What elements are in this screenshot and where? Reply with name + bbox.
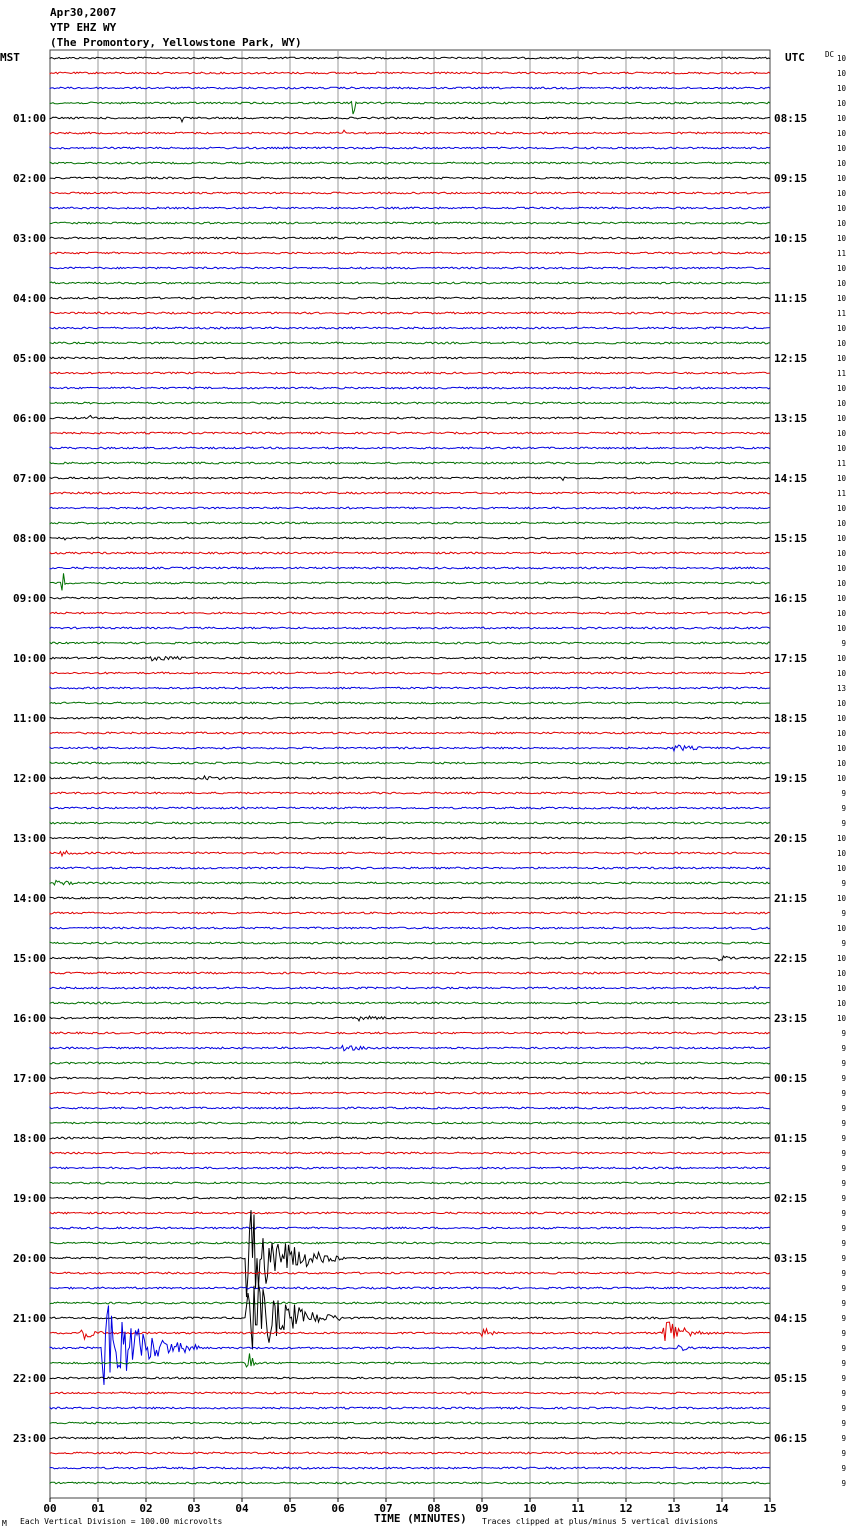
left-hour-label: 21:00 <box>13 1312 47 1325</box>
x-tick-label: 07 <box>379 1502 393 1515</box>
x-tick-label: 09 <box>475 1502 489 1515</box>
seismic-trace <box>50 252 770 254</box>
seismic-trace <box>50 130 770 134</box>
seismic-trace <box>50 327 770 329</box>
dc-offset-value: 9 <box>841 1389 846 1398</box>
seismic-trace <box>50 807 770 809</box>
dc-offset-value: 9 <box>841 639 846 648</box>
dc-offset-value: 10 <box>836 69 846 78</box>
seismic-trace <box>50 1077 770 1079</box>
seismic-trace <box>50 702 770 704</box>
station-location: (The Promontory, Yellowstone Park, WY) <box>50 36 302 49</box>
dc-offset-value: 10 <box>836 54 846 63</box>
right-hour-label: 10:15 <box>774 232 808 245</box>
seismic-trace <box>50 1407 770 1409</box>
dc-offset-value: 9 <box>841 1149 846 1158</box>
seismic-trace <box>50 1306 770 1385</box>
right-hour-label: 23:15 <box>774 1012 808 1025</box>
dc-offset-value: 10 <box>836 714 846 723</box>
dc-offset-value: 10 <box>836 339 846 348</box>
dc-offset-value: 10 <box>836 969 846 978</box>
dc-offset-value: 11 <box>836 309 846 318</box>
seismic-trace <box>50 597 770 599</box>
dc-offset-value: 10 <box>836 624 846 633</box>
seismic-trace <box>50 1152 770 1154</box>
dc-offset-value: 9 <box>841 1239 846 1248</box>
dc-label: DC <box>825 50 835 59</box>
dc-offset-value: 10 <box>836 174 846 183</box>
dc-offset-value: 13 <box>836 684 846 693</box>
seismic-trace <box>50 1016 770 1021</box>
dc-offset-value: 9 <box>841 1329 846 1338</box>
left-hour-label: 08:00 <box>13 532 47 545</box>
x-tick-label: 02 <box>139 1502 153 1515</box>
seismic-trace <box>50 1242 770 1244</box>
seismic-trace <box>50 87 770 89</box>
dc-offset-value: 10 <box>836 354 846 363</box>
x-tick-label: 01 <box>91 1502 105 1515</box>
dc-offset-value: 10 <box>836 924 846 933</box>
seismic-trace <box>50 1452 770 1454</box>
right-hour-label: 06:15 <box>774 1432 808 1445</box>
seismic-trace <box>50 897 770 899</box>
x-tick-label: 13 <box>667 1502 681 1515</box>
left-hour-label: 18:00 <box>13 1132 47 1145</box>
left-hour-label: 06:00 <box>13 412 47 425</box>
seismic-trace <box>50 657 770 661</box>
seismic-trace <box>50 416 770 419</box>
left-hour-label: 14:00 <box>13 892 47 905</box>
seismic-trace <box>50 1122 770 1124</box>
seismic-trace <box>50 1422 770 1424</box>
seismic-trace <box>50 837 770 839</box>
x-tick-label: 15 <box>763 1502 777 1515</box>
x-tick-label: 08 <box>427 1502 441 1515</box>
left-hour-label: 12:00 <box>13 772 47 785</box>
dc-offset-value: 10 <box>836 849 846 858</box>
seismic-trace <box>50 477 770 480</box>
x-tick-label: 11 <box>571 1502 585 1515</box>
seismic-trace <box>50 1284 770 1350</box>
left-hour-label: 17:00 <box>13 1072 47 1085</box>
corner-mark: M <box>2 1519 7 1528</box>
dc-offset-value: 9 <box>841 789 846 798</box>
dc-offset-value: 10 <box>836 669 846 678</box>
seismic-trace <box>50 1322 770 1341</box>
seismic-trace <box>50 573 770 590</box>
seismic-trace <box>50 986 770 989</box>
dc-offset-value: 9 <box>841 1479 846 1488</box>
right-hour-label: 05:15 <box>774 1372 808 1385</box>
seismic-trace <box>50 1392 770 1394</box>
seismic-trace <box>50 627 770 629</box>
seismic-trace <box>50 402 770 404</box>
dc-offset-value: 9 <box>841 1314 846 1323</box>
seismic-trace <box>50 552 770 554</box>
dc-offset-value: 10 <box>836 729 846 738</box>
clip-note: Traces clipped at plus/minus 5 vertical divisions <box>482 1517 719 1526</box>
dc-offset-value: 9 <box>841 1089 846 1098</box>
seismic-trace <box>50 162 770 164</box>
right-hour-label: 13:15 <box>774 412 808 425</box>
left-timezone-label: MST <box>0 51 20 64</box>
right-hour-label: 11:15 <box>774 292 808 305</box>
right-hour-label: 18:15 <box>774 712 808 725</box>
seismic-trace <box>50 1002 770 1004</box>
seismic-trace <box>50 312 770 314</box>
dc-offset-value: 10 <box>836 654 846 663</box>
seismic-trace <box>50 1032 770 1034</box>
dc-offset-value: 9 <box>841 1419 846 1428</box>
left-hour-label: 09:00 <box>13 592 47 605</box>
dc-offset-value: 9 <box>841 804 846 813</box>
seismic-trace <box>50 192 770 194</box>
seismic-trace <box>50 387 770 389</box>
x-tick-label: 00 <box>43 1502 57 1515</box>
seismic-trace <box>50 717 770 719</box>
seismic-trace <box>50 267 770 269</box>
seismic-trace <box>50 522 770 524</box>
seismic-trace <box>50 207 770 209</box>
seismic-trace <box>50 912 770 914</box>
seismic-trace <box>50 567 770 569</box>
dc-offset-value: 9 <box>841 1359 846 1368</box>
dc-offset-value: 10 <box>836 234 846 243</box>
x-tick-label: 10 <box>523 1502 537 1515</box>
right-hour-label: 16:15 <box>774 592 808 605</box>
seismic-trace <box>50 537 770 540</box>
seismic-trace <box>50 1197 770 1199</box>
seismic-trace <box>50 357 770 359</box>
dc-offset-value: 10 <box>836 834 846 843</box>
seismic-trace <box>50 1377 770 1379</box>
seismic-trace <box>50 432 770 434</box>
dc-offset-value: 9 <box>841 1044 846 1053</box>
dc-offset-value: 10 <box>836 534 846 543</box>
dc-offset-value: 10 <box>836 699 846 708</box>
dc-offset-value: 11 <box>836 489 846 498</box>
seismic-trace <box>50 222 770 224</box>
dc-offset-value: 9 <box>841 939 846 948</box>
seismic-trace <box>50 745 770 751</box>
dc-offset-value: 10 <box>836 1014 846 1023</box>
seismic-trace <box>50 1182 770 1184</box>
x-tick-label: 03 <box>187 1502 201 1515</box>
dc-offset-value: 11 <box>836 369 846 378</box>
dc-offset-value: 10 <box>836 384 846 393</box>
right-hour-label: 14:15 <box>774 472 808 485</box>
dc-offset-value: 9 <box>841 819 846 828</box>
dc-offset-value: 10 <box>836 564 846 573</box>
seismic-trace <box>50 867 770 869</box>
dc-offset-value: 9 <box>841 1059 846 1068</box>
dc-offset-value: 10 <box>836 129 846 138</box>
trace-group <box>50 57 770 1484</box>
seismic-trace <box>50 1062 770 1064</box>
dc-offset-value: 10 <box>836 399 846 408</box>
dc-offset-value: 10 <box>836 474 846 483</box>
seismic-trace <box>50 1227 770 1229</box>
seismic-trace <box>50 972 770 974</box>
dc-offset-value: 9 <box>841 1449 846 1458</box>
dc-offset-value: 9 <box>841 1209 846 1218</box>
left-hour-label: 01:00 <box>13 112 47 125</box>
seismic-trace <box>50 237 770 239</box>
dc-offset-value: 11 <box>836 249 846 258</box>
seismic-trace <box>50 776 770 780</box>
dc-offset-value: 9 <box>841 1299 846 1308</box>
seismic-trace <box>50 147 770 149</box>
seismic-trace <box>50 927 770 930</box>
dc-offset-value: 10 <box>836 744 846 753</box>
dc-offset-value: 9 <box>841 909 846 918</box>
right-hour-label: 19:15 <box>774 772 808 785</box>
dc-offset-value: 10 <box>836 894 846 903</box>
seismic-trace <box>50 942 770 944</box>
seismic-trace <box>50 612 770 614</box>
dc-offset-value: 10 <box>836 279 846 288</box>
seismic-trace <box>50 282 770 284</box>
seismic-trace <box>50 177 770 179</box>
dc-offset-value: 10 <box>836 429 846 438</box>
dc-offset-value: 10 <box>836 294 846 303</box>
left-hour-label: 16:00 <box>13 1012 47 1025</box>
dc-offset-value: 10 <box>836 954 846 963</box>
seismic-trace <box>50 507 770 509</box>
seismic-trace <box>50 956 770 961</box>
dc-offset-value: 9 <box>841 1434 846 1443</box>
seismic-trace <box>50 57 770 59</box>
x-tick-label: 06 <box>331 1502 345 1515</box>
right-hour-label: 20:15 <box>774 832 808 845</box>
seismic-trace <box>50 1212 770 1214</box>
right-hour-label: 21:15 <box>774 892 808 905</box>
seismic-trace <box>50 1046 770 1051</box>
left-hour-label: 07:00 <box>13 472 47 485</box>
x-axis-title: TIME (MINUTES) <box>374 1512 467 1525</box>
seismic-trace <box>50 1107 770 1109</box>
dc-offset-value: 9 <box>841 1374 846 1383</box>
seismic-trace <box>50 792 770 794</box>
x-tick-label: 14 <box>715 1502 729 1515</box>
dc-offset-value: 10 <box>836 519 846 528</box>
right-hour-label: 15:15 <box>774 532 808 545</box>
right-hour-label: 17:15 <box>774 652 808 665</box>
dc-offset-value: 10 <box>836 99 846 108</box>
seismic-trace <box>50 372 770 374</box>
seismic-trace <box>50 102 770 115</box>
left-hour-label: 13:00 <box>13 832 47 845</box>
right-hour-labels <box>774 112 807 1445</box>
dc-offset-value: 10 <box>836 579 846 588</box>
dc-offset-value: 9 <box>841 1179 846 1188</box>
dc-offset-value: 9 <box>841 1119 846 1128</box>
right-hour-label: 08:15 <box>774 112 808 125</box>
left-hour-label: 22:00 <box>13 1372 47 1385</box>
dc-offset-value: 9 <box>841 1074 846 1083</box>
right-hour-label: 03:15 <box>774 1252 808 1265</box>
dc-offset-value: 10 <box>836 999 846 1008</box>
dc-offset-value: 10 <box>836 144 846 153</box>
dc-offset-value: 10 <box>836 414 846 423</box>
seismic-trace <box>50 1210 770 1297</box>
left-hour-label: 03:00 <box>13 232 47 245</box>
dc-offset-value: 9 <box>841 1029 846 1038</box>
right-hour-label: 02:15 <box>774 1192 808 1205</box>
dc-offset-value: 9 <box>841 1254 846 1263</box>
seismic-trace <box>50 117 770 122</box>
seismic-trace <box>50 880 770 885</box>
left-hour-label: 02:00 <box>13 172 47 185</box>
left-hour-label: 04:00 <box>13 292 47 305</box>
x-tick-label: 04 <box>235 1502 249 1515</box>
left-hour-label: 05:00 <box>13 352 47 365</box>
dc-offset-value: 9 <box>841 1284 846 1293</box>
seismic-trace <box>50 672 770 674</box>
seismic-trace <box>50 1437 770 1439</box>
dc-offset-value: 9 <box>841 1194 846 1203</box>
seismic-trace <box>50 851 770 856</box>
left-hour-label: 10:00 <box>13 652 47 665</box>
dc-offset-value: 10 <box>836 504 846 513</box>
right-hour-label: 00:15 <box>774 1072 808 1085</box>
seismic-trace <box>50 342 770 344</box>
x-tick-label: 05 <box>283 1502 297 1515</box>
dc-offset-value: 10 <box>836 759 846 768</box>
dc-offset-value: 10 <box>836 864 846 873</box>
dc-offset-value: 9 <box>841 879 846 888</box>
scale-note: Each Vertical Division = 100.00 microvolts <box>20 1517 223 1526</box>
dc-offset-value: 10 <box>836 444 846 453</box>
left-hour-labels <box>13 112 46 1445</box>
seismic-trace <box>50 492 770 494</box>
chart-date: Apr30,2007 <box>50 6 117 19</box>
seismic-trace <box>50 297 770 299</box>
seismic-trace <box>50 732 770 734</box>
seismic-trace <box>50 1302 770 1304</box>
seismic-trace <box>50 1092 770 1094</box>
right-hour-label: 01:15 <box>774 1132 808 1145</box>
seismic-trace <box>50 1287 770 1289</box>
dc-offset-value: 9 <box>841 1164 846 1173</box>
dc-offset-value: 9 <box>841 1344 846 1353</box>
seismic-trace <box>50 72 770 74</box>
dc-offset-value: 10 <box>836 549 846 558</box>
dc-offset-value: 10 <box>836 774 846 783</box>
dc-offset-value: 10 <box>836 609 846 618</box>
dc-offset-value: 10 <box>836 219 846 228</box>
seismic-trace <box>50 762 770 764</box>
seismic-trace <box>50 642 770 644</box>
right-hour-label: 22:15 <box>774 952 808 965</box>
left-hour-label: 20:00 <box>13 1252 47 1265</box>
dc-offset-value: 9 <box>841 1404 846 1413</box>
dc-offset-value: 10 <box>836 594 846 603</box>
seismic-trace <box>50 1137 770 1139</box>
right-hour-label: 12:15 <box>774 352 808 365</box>
right-hour-label: 04:15 <box>774 1312 808 1325</box>
dc-offset-value: 10 <box>836 984 846 993</box>
left-hour-label: 23:00 <box>13 1432 47 1445</box>
dc-offset-value: 9 <box>841 1224 846 1233</box>
left-hour-label: 19:00 <box>13 1192 47 1205</box>
seismic-trace <box>50 822 770 824</box>
seismic-trace <box>50 1467 770 1469</box>
left-hour-label: 11:00 <box>13 712 47 725</box>
dc-offset-value: 11 <box>836 459 846 468</box>
dc-offset-value: 9 <box>841 1269 846 1278</box>
dc-offset-value: 9 <box>841 1104 846 1113</box>
seismic-trace <box>50 1272 770 1274</box>
right-hour-label: 09:15 <box>774 172 808 185</box>
station-code: YTP EHZ WY <box>50 21 117 34</box>
dc-offset-column <box>837 54 847 1488</box>
seismic-trace <box>50 687 770 689</box>
dc-offset-value: 10 <box>836 189 846 198</box>
dc-offset-value: 10 <box>836 264 846 273</box>
dc-offset-value: 9 <box>841 1134 846 1143</box>
dc-offset-value: 10 <box>836 84 846 93</box>
seismic-trace <box>50 462 770 464</box>
dc-offset-value: 9 <box>841 1464 846 1473</box>
seismic-trace <box>50 447 770 449</box>
dc-offset-value: 10 <box>836 204 846 213</box>
x-tick-label: 12 <box>619 1502 633 1515</box>
seismic-trace <box>50 1167 770 1169</box>
left-hour-label: 15:00 <box>13 952 47 965</box>
seismic-trace <box>50 1482 770 1484</box>
dc-offset-value: 10 <box>836 324 846 333</box>
dc-offset-value: 10 <box>836 159 846 168</box>
dc-offset-value: 10 <box>836 114 846 123</box>
right-timezone-label: UTC <box>785 51 805 64</box>
